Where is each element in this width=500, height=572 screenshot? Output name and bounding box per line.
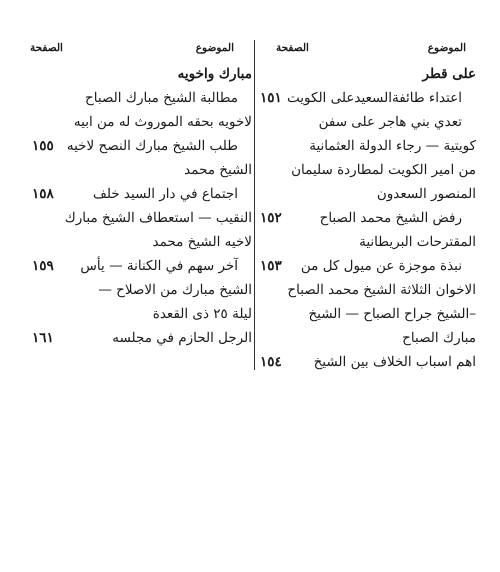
index-entry	[258, 62, 476, 86]
entry-line: مبارك الصباح	[402, 330, 476, 346]
column-divider	[254, 40, 255, 370]
right-column-header	[258, 40, 476, 62]
index-entry	[28, 182, 252, 254]
entry-line: النقيب — استعطاف الشيخ مبارك	[64, 210, 252, 226]
entry-line: على قطر	[422, 66, 476, 82]
index-entry	[28, 86, 252, 134]
index-entry	[258, 350, 476, 374]
entry-line: اهم اسباب الخلاف بين الشيخ	[313, 354, 476, 370]
topic-header: الموضوع	[195, 42, 234, 54]
page-header: الصفحة	[30, 42, 63, 54]
entry-line: الشيخ محمد	[184, 162, 252, 178]
entry-line: المنصور السعدون	[376, 186, 476, 202]
entry-line: آخر سهم في الكنانة — يأس	[80, 258, 238, 274]
entry-line: الاخوان الثلاثة الشيخ محمد الصباح	[287, 282, 476, 298]
entry-line: طلب الشيخ مبارك النصح لاخيه	[66, 138, 238, 154]
index-entry	[258, 86, 476, 206]
entry-line: تعدي بني هاجر على سفن	[318, 114, 462, 130]
right-column	[258, 40, 476, 374]
page-number: ١٥٨	[32, 186, 54, 202]
entry-line: لاخويه بحقه الموروث له من ابيه	[73, 114, 252, 130]
page-header: الصفحة	[276, 42, 309, 54]
entry-line: مبارك واخويه	[177, 66, 252, 82]
entry-line: لاخيه الشيخ محمد	[152, 234, 252, 250]
page-number: ١٥٢	[260, 210, 282, 226]
left-column	[28, 40, 252, 350]
page-number: ١٥٤	[260, 354, 282, 370]
entry-line: كويتية — رجاء الدولة العثمانية	[309, 138, 476, 154]
entry-line: ليلة ٢٥ ذى القعدة	[152, 306, 252, 322]
index-entry	[28, 326, 252, 350]
entry-line: نبذة موجزة عن ميول كل من	[300, 258, 462, 274]
entry-line: رفض الشيخ محمد الصباح	[319, 210, 462, 226]
page-number: ١٥٩	[32, 258, 54, 274]
entry-line: الرجل الحازم في مجلسه	[112, 330, 252, 346]
index-entry	[28, 134, 252, 182]
index-entry	[28, 62, 252, 86]
topic-header: الموضوع	[427, 42, 466, 54]
index-entry	[28, 254, 252, 326]
page-number: ١٥١	[260, 90, 282, 106]
entry-line: المقترحات البريطانية	[359, 234, 476, 250]
left-column-header	[28, 40, 252, 62]
page-number: ١٥٣	[260, 258, 282, 274]
entry-line: اعتداء طائفةالسعيدعلى الكويت	[287, 90, 462, 106]
entry-line: اجتماع في دار السيد خلف	[92, 186, 238, 202]
index-entry	[258, 254, 476, 350]
entry-line: الشيخ مبارك من الاصلاح —	[98, 282, 252, 298]
page-number: ١٦١	[32, 330, 54, 346]
entry-line: من امير الكويت لمطاردة سليمان	[291, 162, 476, 178]
entry-line: مطالبة الشيخ مبارك الصباح	[85, 90, 238, 106]
entry-line: –الشيخ جراح الصباح — الشيخ	[308, 306, 476, 322]
index-entry	[258, 206, 476, 254]
page-number: ١٥٥	[32, 138, 54, 154]
